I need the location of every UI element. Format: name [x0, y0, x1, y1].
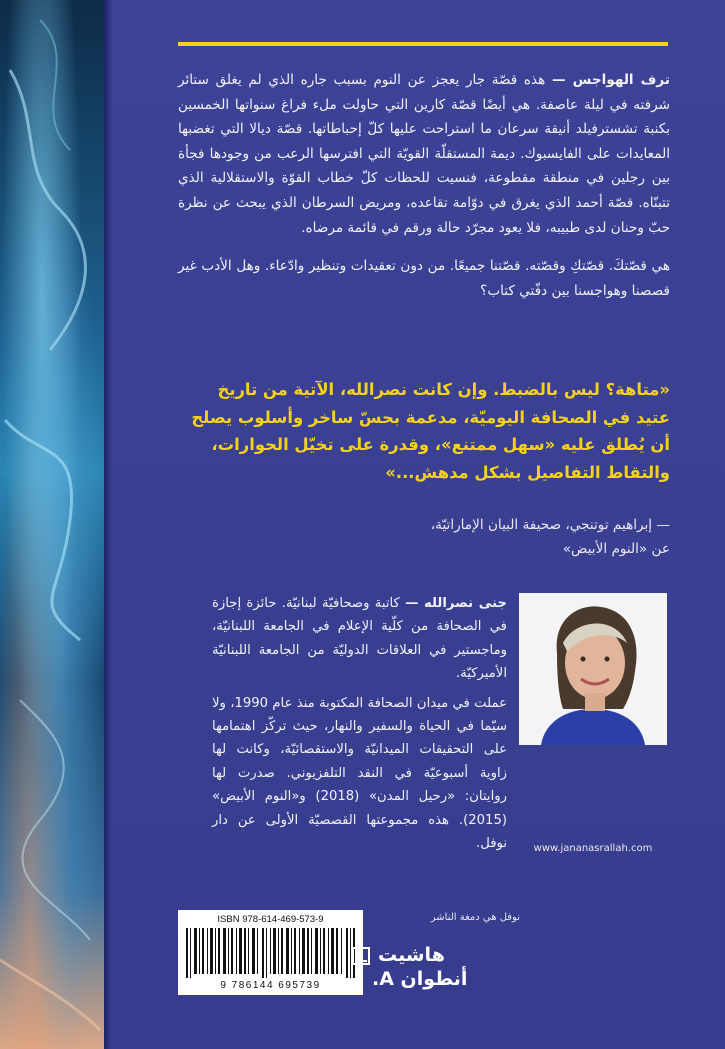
quote-source-line: عن «النوم الأبيض»	[562, 541, 670, 557]
spine-shadow	[104, 0, 112, 1049]
review-quote: «متاهة؟ ليس بالضبط. وإن كانت نصرالله، الآتية من تاريخ عتيد في الصحافة اليوميّة، مدعمة بحسّ ساخر وأسلوب يصلح أن يُطلق عليه «سهل ممتنع»، وقدرة على تخيّل الحوارات، والتقاط التفاصيل بشكل مدهش...»	[191, 380, 670, 482]
synopsis-paragraph-2: هي قصّتكَ. قصّتكِ وقصّته. قصّتنا جميعًا. من دون تعقيدات وتنظير وادّعاء. وهل الأدب غير قصصنا وهواجسنا بين دفّتي كتاب؟	[178, 258, 670, 299]
publisher-logo-line-1: هاشيت	[378, 944, 445, 966]
quote-attribution-line: — إبراهيم توتنجي، صحيفة البيان الإماراتيّة،	[430, 517, 670, 533]
author-bio-intro	[212, 592, 507, 686]
barcode-graphic	[186, 928, 355, 978]
synopsis-text-1: هذه قصّة جار يعجز عن النوم بسبب جاره الذي لم يغلق ستائر شرفته في ليلة عاصفة. هي أيضًا قصّة كارين التي حاولت ملء فراغ سنواتها الخمسين بكنبة تشسترفيلد أنيقة سرعان ما استراحت عليها كلّ إحباطاتها. قصّة ديالا التي تغضبها المعايدات على الفايسبوك. ديمة المستقلّة القويّة التي افترسها الرعب من وجودها فجأة بين رجلين في منطقة مقطوعة، فنسيت للحظات كلّ خطاب القوّة والاستقلالية الذي تتبنّاه. قصّة أحمد الذي يغرق في دوّامة تقاعده، ومريض السرطان الذي يبحث عن نظرة حبّ وحنان لدى طبيبه، فلا يعود مجرّد حالة ورقم في قائمة مرضاه.	[178, 72, 670, 236]
synopsis-paragraph-1	[178, 68, 670, 240]
author-bio	[212, 592, 507, 855]
synopsis	[178, 68, 670, 303]
author-bio-career: عملت في ميدان الصحافة المكتوبة منذ عام 1990، ولا سيّما في الحياة والسفير والنهار، حيث تركّز اهتمامها على التحقيقات الميدانيّة والاستقصائيّة، وكانت لها زاوية أسبوعيّة في النقد التلفزيوني. صدرت لها روايتان: «رحيل المدن» (2018) و«النوم الأبيض» (2015). هذه مجموعتها القصصيّة الأولى عن دار نوفل.	[212, 695, 507, 852]
hachette-logo-icon	[352, 947, 370, 965]
author-photo	[519, 593, 667, 745]
author-intro-text: كاتبة وصحافيّة لبنانيّة. حائزة إجازة في الصحافة من كلّية الإعلام في الجامعة اللبنانيّة، وماجستير في العلاقات الدوليّة من الجامعة اللبنانيّة الأميركيّة.	[212, 596, 507, 682]
publisher-logo-line-2: أنطوان A.	[372, 968, 468, 990]
author-website: www.jananasrallah.com	[533, 843, 653, 854]
publisher-note: نوفل هي دمغة الناشر	[430, 912, 520, 923]
book-title-lead: ترف الهواجس —	[552, 72, 670, 88]
isbn-barcode-box	[178, 910, 363, 995]
isbn-label: ISBN 978-614-469-573-9	[217, 914, 324, 925]
top-yellow-rule	[178, 42, 668, 46]
barcode-digits: 9 786144 695739	[220, 980, 321, 991]
cover-artwork-water	[0, 0, 104, 1049]
author-name: جنى نصرالله —	[405, 596, 507, 611]
quote-attribution	[250, 513, 670, 561]
